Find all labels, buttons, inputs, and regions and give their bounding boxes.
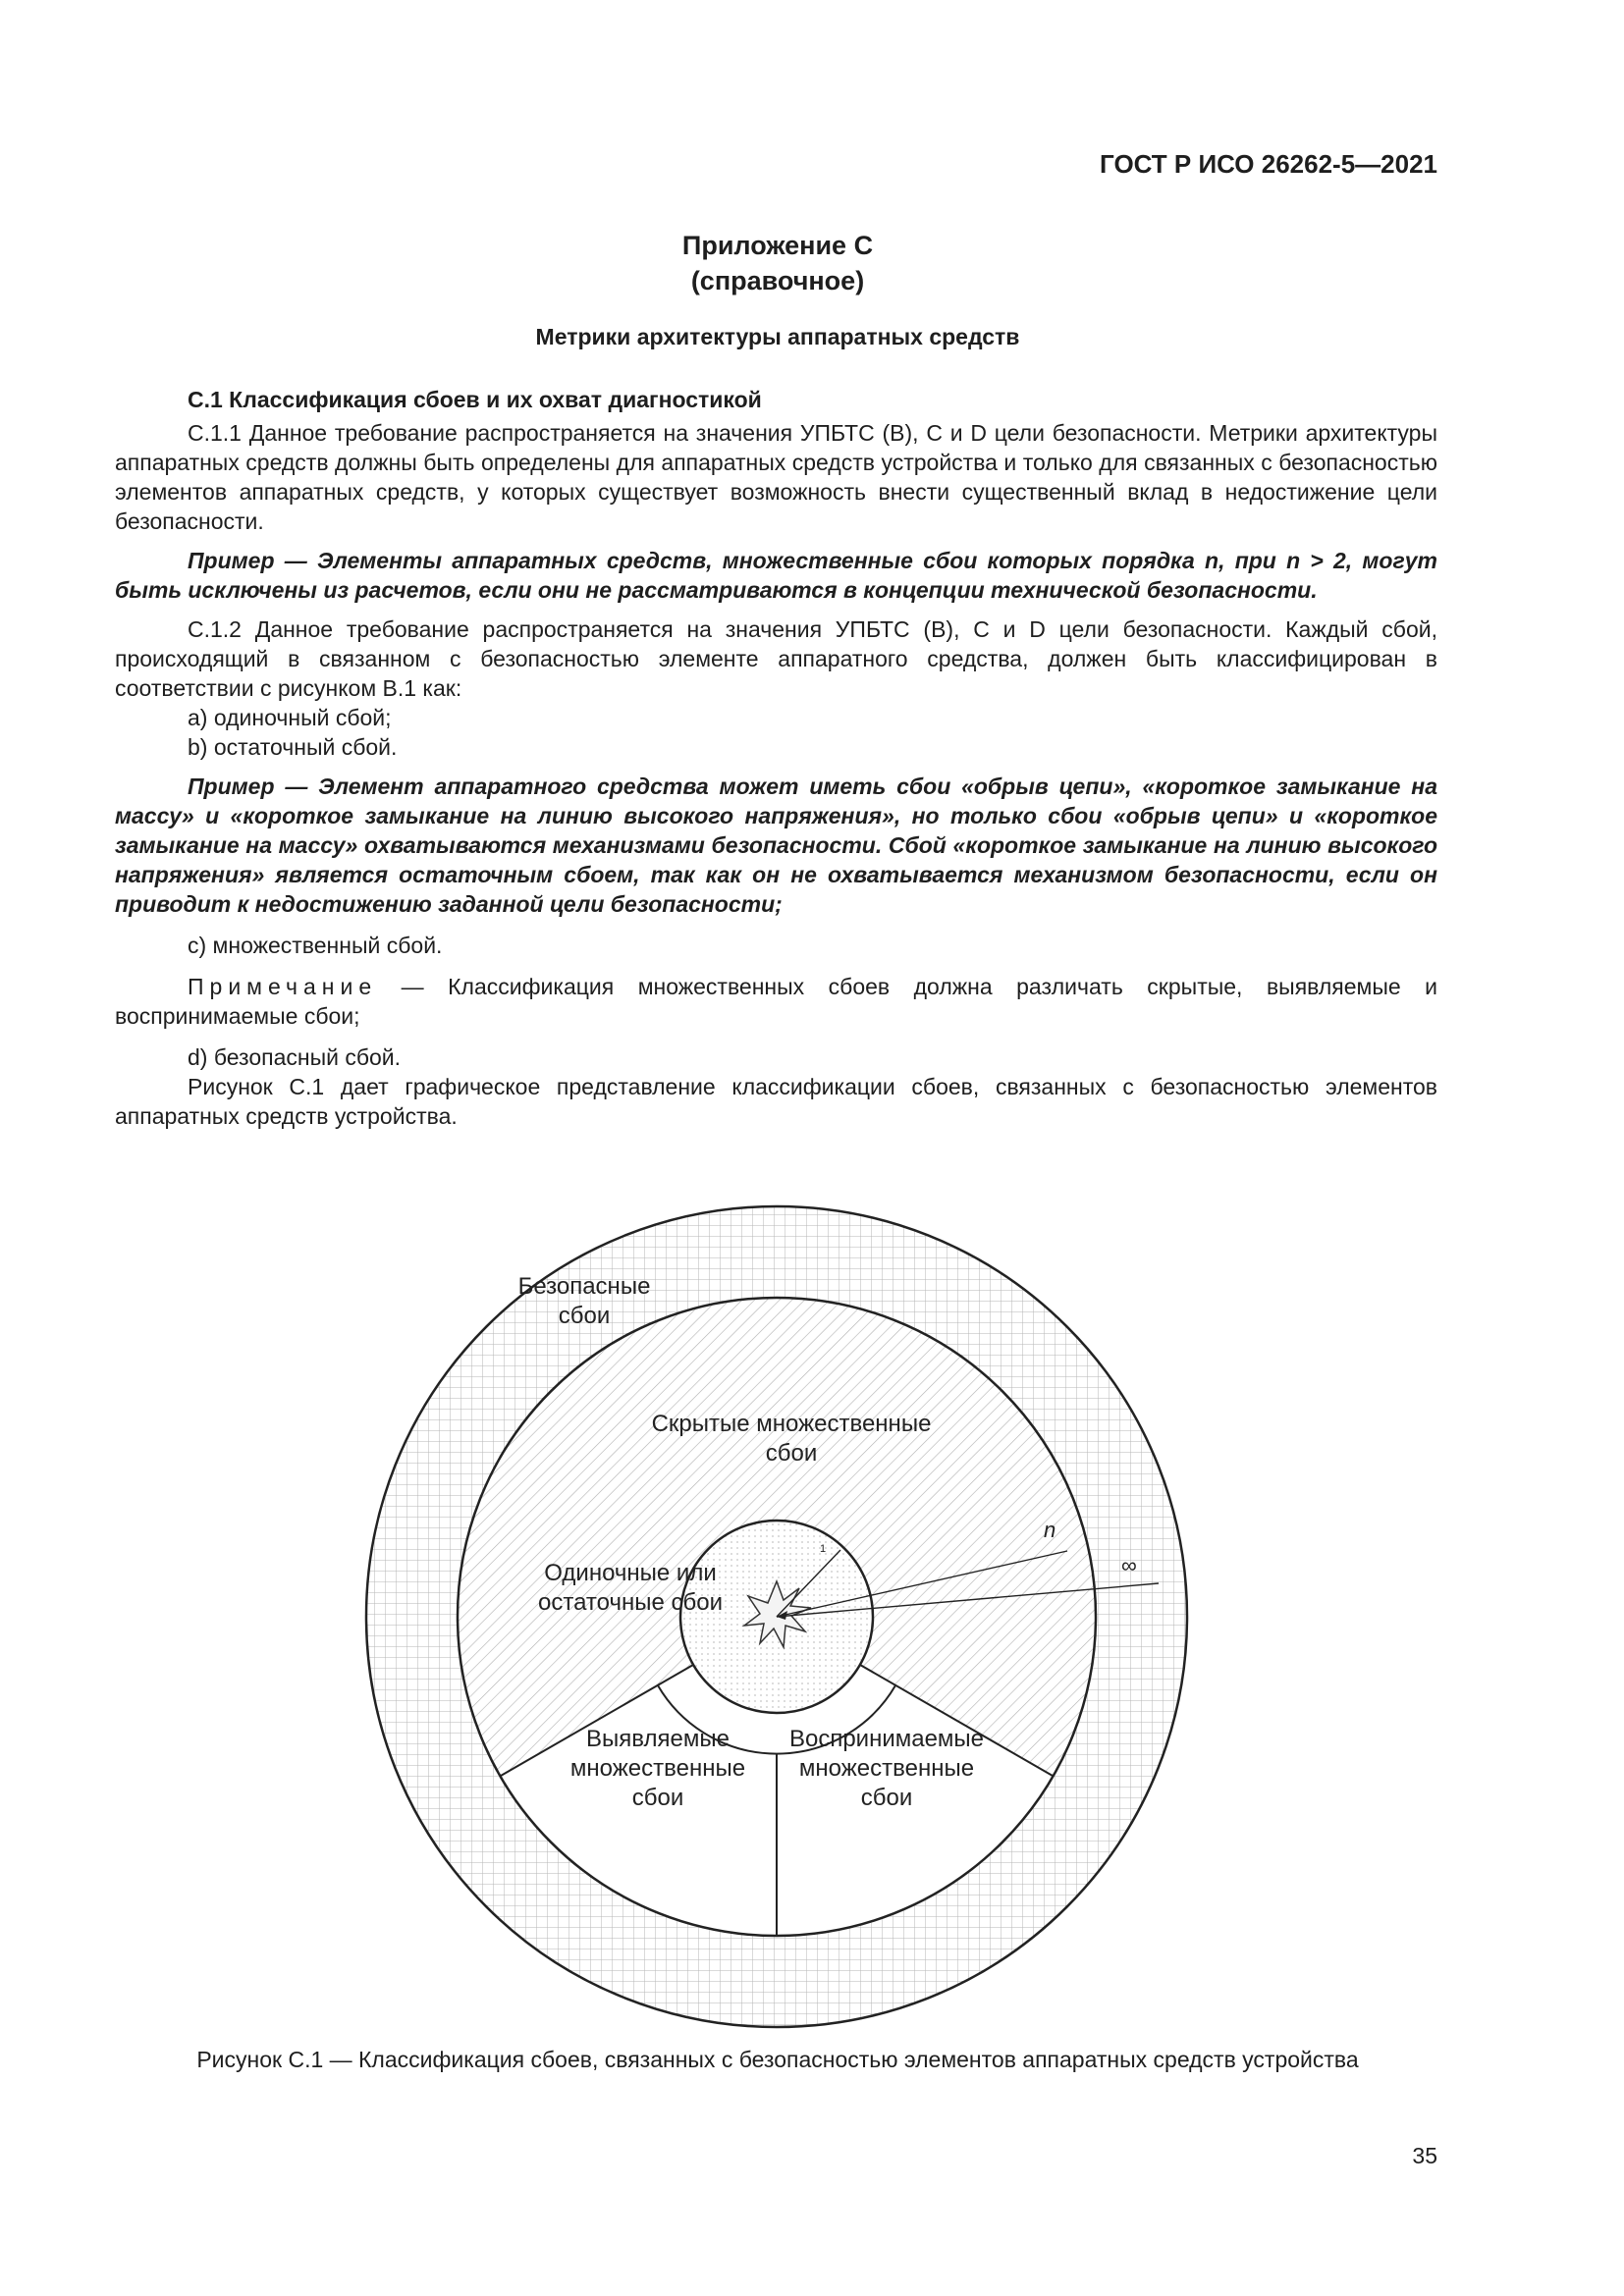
- paragraph-c12: С.1.2 Данное требование распространяется на значения УПБТС (В), С и D цели безопасности. Каждый сбой, происходящий в связанном с безопасностью элементе аппаратного средства, должен быть классифицирован в соответствии с рисунком В.1 как:: [115, 616, 1437, 701]
- list-item-b: b) остаточный сбой.: [188, 734, 398, 760]
- body-text: [115, 385, 1437, 1131]
- list-item-d: d) безопасный сбой.: [188, 1044, 402, 1070]
- example-2: Пример — Элемент аппаратного средства может иметь сбои «обрыв цепи», «короткое замыкание на массу» и «короткое замыкание на линию высокого напряжения», но только сбои «обрыв цепи» и «короткое замыкание на массу» охватываются механизмами безопасности. Сбой «короткое замыкание на линию высокого напряжения» является остаточным сбоем, так как он не охватывается механизмом безопасности, если он приводит к недостижению заданной цели безопасности;: [115, 774, 1437, 917]
- fault-classification-figure: [363, 1203, 1191, 2031]
- single-faults-label-line1: Одиночные или: [544, 1560, 717, 1586]
- section-title: Метрики архитектуры аппаратных средств: [535, 324, 1020, 349]
- annex-title: Приложение С: [681, 231, 874, 260]
- figure-caption: Рисунок С.1 — Классификация сбоев, связанных с безопасностью элементов аппаратных средств устройства: [196, 2047, 1359, 2072]
- order-n-label: n: [1044, 1518, 1056, 1542]
- note-label: Примечание: [188, 974, 378, 999]
- perceived-faults-label-line3: сбои: [860, 1785, 913, 1811]
- order-infinity-label: ∞: [1121, 1553, 1137, 1577]
- detected-faults-label-line2: множественные: [569, 1755, 746, 1782]
- subsection-heading: С.1 Классификация сбоев и их охват диагностикой: [188, 387, 762, 412]
- annex-subtitle: (справочное): [690, 266, 865, 295]
- example-1: Пример — Элементы аппаратных средств, множественные сбои которых порядка n, при n > 2, могут быть исключены из расчетов, если они не рассматриваются в концепции технической безопасности.: [115, 548, 1437, 603]
- annex-heading: [115, 228, 1440, 298]
- page-number: 35: [1412, 2143, 1437, 2168]
- order-1-label: 1: [820, 1543, 827, 1555]
- perceived-faults-label-line1: Воспринимаемые: [788, 1726, 985, 1752]
- note: [115, 972, 1437, 1031]
- list-item-a: a) одиночный сбой;: [188, 705, 392, 730]
- fault-diagram: [363, 1203, 1191, 2031]
- latent-faults-label-line1: Скрытые множественные: [651, 1411, 932, 1437]
- document-code: ГОСТ Р ИСО 26262-5—2021: [1100, 149, 1437, 179]
- single-faults-label-line2: остаточные сбои: [538, 1589, 723, 1616]
- detected-faults-label-line1: Выявляемые: [586, 1726, 730, 1752]
- paragraph-c11: С.1.1 Данное требование распространяется на значения УПБТС (В), С и D цели безопасности. Метрики архитектуры аппаратных средств должны быть определены для аппаратных средств устройства и только для связанных с безопасностью элементов аппаратных средств, у которых существует возможность внести существенный вклад в недостижение цели безопасности.: [115, 420, 1437, 534]
- latent-faults-label-line2: сбои: [765, 1440, 818, 1467]
- safe-faults-label-line2: сбои: [558, 1303, 611, 1329]
- note-text: — Классификация множественных сбоев должна различать скрытые, выявляемые и воспринимаемые сбои;: [115, 974, 1437, 1029]
- list-item-c: c) множественный сбой.: [188, 933, 443, 958]
- perceived-faults-label-line2: множественные: [798, 1755, 975, 1782]
- safe-faults-label-line1: Безопасные: [517, 1273, 651, 1300]
- figure-reference: Рисунок С.1 дает графическое представление классификации сбоев, связанных с безопасностью элементов аппаратных средств устройства.: [115, 1074, 1437, 1129]
- detected-faults-label-line3: сбои: [631, 1785, 684, 1811]
